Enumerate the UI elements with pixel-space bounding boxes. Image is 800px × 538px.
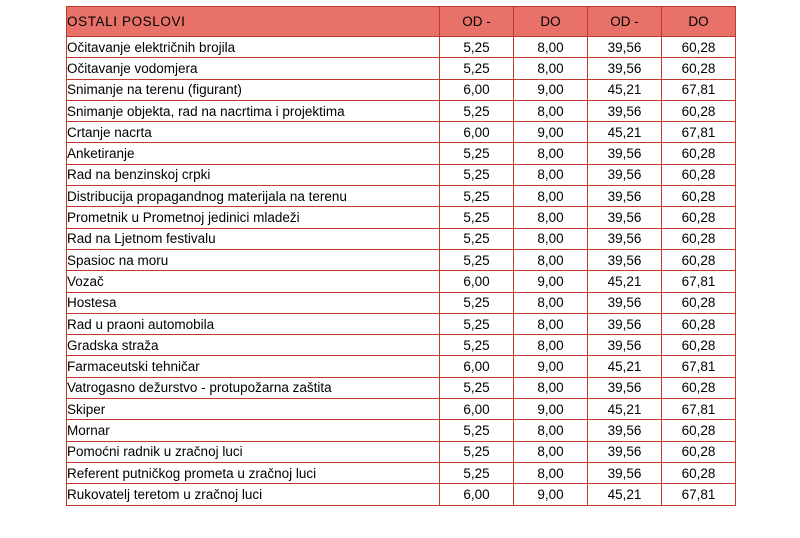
- value-cell-4: 60,28: [662, 377, 736, 398]
- value-cell-3: 39,56: [588, 207, 662, 228]
- header-title: OSTALI POSLOVI: [67, 7, 440, 37]
- job-name-cell: Očitavanje vodomjera: [67, 58, 440, 79]
- value-cell-2: 9,00: [514, 122, 588, 143]
- value-cell-1: 5,25: [440, 313, 514, 334]
- value-cell-1: 5,25: [440, 462, 514, 483]
- job-name-cell: Spasioc na moru: [67, 249, 440, 270]
- table-row: [67, 164, 736, 185]
- job-name-cell: Rad na Ljetnom festivalu: [67, 228, 440, 249]
- table-row: [67, 271, 736, 292]
- value-cell-4: 67,81: [662, 484, 736, 505]
- job-name-cell: Prometnik u Prometnoj jedinici mladeži: [67, 207, 440, 228]
- job-name-cell: Rad na benzinskoj crpki: [67, 164, 440, 185]
- value-cell-2: 8,00: [514, 420, 588, 441]
- value-cell-4: 60,28: [662, 37, 736, 58]
- table-row: [67, 313, 736, 334]
- price-table: [66, 6, 736, 506]
- value-cell-1: 6,00: [440, 356, 514, 377]
- value-cell-2: 9,00: [514, 79, 588, 100]
- value-cell-4: 60,28: [662, 335, 736, 356]
- value-cell-4: 60,28: [662, 143, 736, 164]
- value-cell-3: 39,56: [588, 228, 662, 249]
- value-cell-1: 5,25: [440, 292, 514, 313]
- value-cell-4: 60,28: [662, 420, 736, 441]
- job-name-cell: Snimanje na terenu (figurant): [67, 79, 440, 100]
- job-name-cell: Rukovatelj teretom u zračnoj luci: [67, 484, 440, 505]
- table-row: [67, 143, 736, 164]
- value-cell-2: 8,00: [514, 441, 588, 462]
- value-cell-4: 60,28: [662, 228, 736, 249]
- table-row: [67, 122, 736, 143]
- value-cell-1: 5,25: [440, 335, 514, 356]
- value-cell-1: 5,25: [440, 58, 514, 79]
- value-cell-2: 8,00: [514, 462, 588, 483]
- job-name-cell: Pomoćni radnik u zračnoj luci: [67, 441, 440, 462]
- header-col-4: DO: [662, 7, 736, 37]
- header-col-2: DO: [514, 7, 588, 37]
- job-name-cell: Rad u praoni automobila: [67, 313, 440, 334]
- value-cell-4: 60,28: [662, 186, 736, 207]
- value-cell-2: 8,00: [514, 249, 588, 270]
- value-cell-3: 39,56: [588, 186, 662, 207]
- job-name-cell: Mornar: [67, 420, 440, 441]
- value-cell-1: 5,25: [440, 441, 514, 462]
- job-name-cell: Vatrogasno dežurstvo - protupožarna zaštita: [67, 377, 440, 398]
- value-cell-2: 8,00: [514, 207, 588, 228]
- value-cell-2: 9,00: [514, 356, 588, 377]
- job-name-cell: Hostesa: [67, 292, 440, 313]
- value-cell-1: 6,00: [440, 122, 514, 143]
- table-header: [67, 7, 736, 37]
- value-cell-3: 39,56: [588, 420, 662, 441]
- table-row: [67, 292, 736, 313]
- value-cell-1: 6,00: [440, 79, 514, 100]
- value-cell-1: 5,25: [440, 207, 514, 228]
- value-cell-1: 5,25: [440, 228, 514, 249]
- value-cell-2: 8,00: [514, 58, 588, 79]
- job-name-cell: Skiper: [67, 399, 440, 420]
- value-cell-4: 67,81: [662, 356, 736, 377]
- value-cell-1: 6,00: [440, 484, 514, 505]
- value-cell-4: 60,28: [662, 58, 736, 79]
- table-row: [67, 100, 736, 121]
- value-cell-3: 45,21: [588, 122, 662, 143]
- value-cell-2: 8,00: [514, 228, 588, 249]
- value-cell-2: 8,00: [514, 164, 588, 185]
- value-cell-1: 5,25: [440, 186, 514, 207]
- table-row: [67, 335, 736, 356]
- value-cell-3: 39,56: [588, 441, 662, 462]
- value-cell-2: 8,00: [514, 100, 588, 121]
- value-cell-3: 45,21: [588, 271, 662, 292]
- value-cell-4: 60,28: [662, 207, 736, 228]
- table-row: [67, 420, 736, 441]
- table-row: [67, 228, 736, 249]
- value-cell-1: 6,00: [440, 271, 514, 292]
- value-cell-2: 8,00: [514, 292, 588, 313]
- value-cell-4: 67,81: [662, 399, 736, 420]
- table-row: [67, 484, 736, 505]
- table-header-row: [67, 7, 736, 37]
- header-col-3: OD -: [588, 7, 662, 37]
- header-col-1: OD -: [440, 7, 514, 37]
- value-cell-3: 39,56: [588, 313, 662, 334]
- value-cell-3: 39,56: [588, 58, 662, 79]
- value-cell-2: 9,00: [514, 399, 588, 420]
- value-cell-2: 8,00: [514, 313, 588, 334]
- job-name-cell: Vozač: [67, 271, 440, 292]
- value-cell-3: 39,56: [588, 335, 662, 356]
- job-name-cell: Gradska straža: [67, 335, 440, 356]
- job-name-cell: Snimanje objekta, rad na nacrtima i projektima: [67, 100, 440, 121]
- value-cell-4: 60,28: [662, 100, 736, 121]
- value-cell-4: 67,81: [662, 79, 736, 100]
- value-cell-1: 5,25: [440, 249, 514, 270]
- value-cell-4: 60,28: [662, 313, 736, 334]
- table-row: [67, 356, 736, 377]
- table-row: [67, 399, 736, 420]
- value-cell-3: 39,56: [588, 37, 662, 58]
- table-row: [67, 207, 736, 228]
- job-name-cell: Farmaceutski tehničar: [67, 356, 440, 377]
- value-cell-4: 60,28: [662, 462, 736, 483]
- job-name-cell: Očitavanje električnih brojila: [67, 37, 440, 58]
- price-table-wrapper: [66, 6, 735, 506]
- value-cell-3: 45,21: [588, 399, 662, 420]
- job-name-cell: Crtanje nacrta: [67, 122, 440, 143]
- value-cell-1: 5,25: [440, 37, 514, 58]
- value-cell-2: 9,00: [514, 484, 588, 505]
- value-cell-4: 60,28: [662, 441, 736, 462]
- table-row: [67, 441, 736, 462]
- value-cell-3: 45,21: [588, 356, 662, 377]
- value-cell-2: 8,00: [514, 143, 588, 164]
- value-cell-3: 45,21: [588, 484, 662, 505]
- table-row: [67, 462, 736, 483]
- value-cell-3: 39,56: [588, 377, 662, 398]
- value-cell-2: 8,00: [514, 377, 588, 398]
- job-name-cell: Distribucija propagandnog materijala na terenu: [67, 186, 440, 207]
- value-cell-3: 45,21: [588, 79, 662, 100]
- value-cell-1: 5,25: [440, 377, 514, 398]
- table-row: [67, 37, 736, 58]
- value-cell-1: 5,25: [440, 420, 514, 441]
- value-cell-3: 39,56: [588, 100, 662, 121]
- table-row: [67, 249, 736, 270]
- value-cell-4: 60,28: [662, 249, 736, 270]
- value-cell-2: 8,00: [514, 335, 588, 356]
- job-name-cell: Referent putničkog prometa u zračnoj luci: [67, 462, 440, 483]
- value-cell-3: 39,56: [588, 143, 662, 164]
- value-cell-1: 5,25: [440, 143, 514, 164]
- value-cell-2: 8,00: [514, 186, 588, 207]
- value-cell-1: 6,00: [440, 399, 514, 420]
- value-cell-4: 60,28: [662, 164, 736, 185]
- value-cell-4: 67,81: [662, 122, 736, 143]
- table-row: [67, 186, 736, 207]
- value-cell-4: 67,81: [662, 271, 736, 292]
- value-cell-2: 8,00: [514, 37, 588, 58]
- value-cell-4: 60,28: [662, 292, 736, 313]
- value-cell-1: 5,25: [440, 100, 514, 121]
- table-row: [67, 79, 736, 100]
- value-cell-3: 39,56: [588, 249, 662, 270]
- table-body: [67, 37, 736, 506]
- value-cell-3: 39,56: [588, 164, 662, 185]
- value-cell-2: 9,00: [514, 271, 588, 292]
- table-row: [67, 377, 736, 398]
- value-cell-3: 39,56: [588, 292, 662, 313]
- table-row: [67, 58, 736, 79]
- job-name-cell: Anketiranje: [67, 143, 440, 164]
- value-cell-3: 39,56: [588, 462, 662, 483]
- value-cell-1: 5,25: [440, 164, 514, 185]
